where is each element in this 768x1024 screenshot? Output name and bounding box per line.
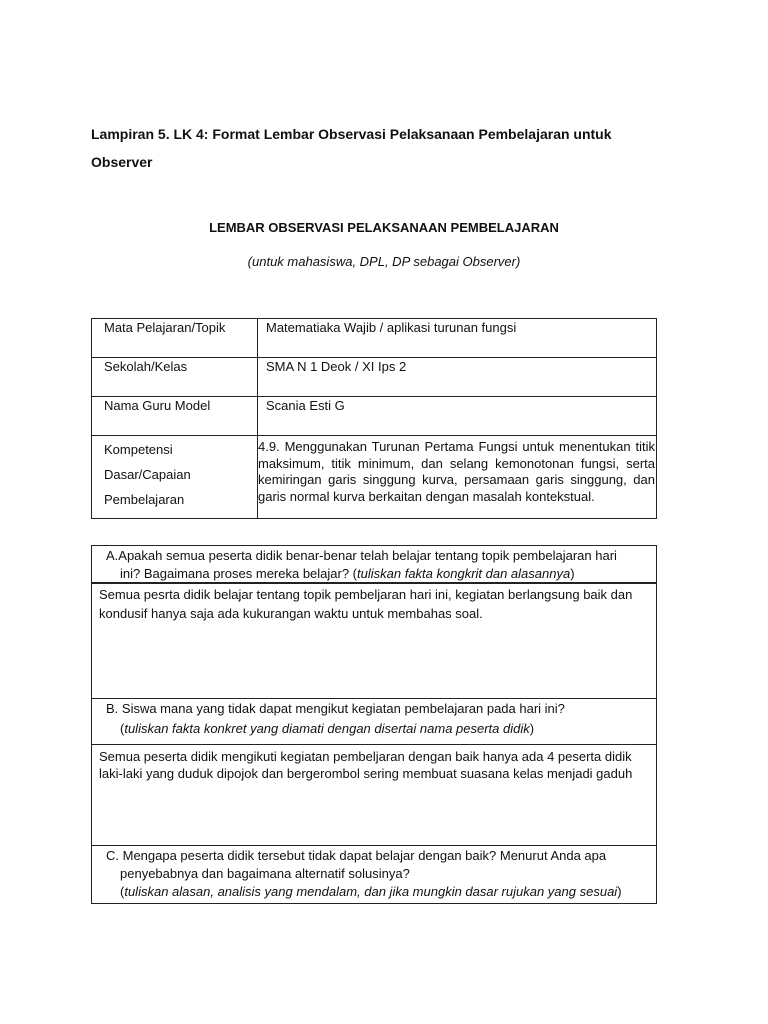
- section-c-q-line2: penyebabnya dan bagaimana alternatif solusinya?: [120, 866, 410, 881]
- guru-value: Scania Esti G: [258, 397, 657, 436]
- heading-line-2: Observer: [91, 154, 153, 170]
- section-a-q-line2: [106, 565, 656, 583]
- kd-label-1: Kompetensi: [104, 442, 173, 457]
- section-c-q-line1: C. Mengapa peserta didik tersebut tidak dapat belajar dengan baik? Menurut Anda apa: [106, 848, 607, 863]
- table-row: [92, 319, 657, 358]
- section-b-q-italic: tuliskan fakta konkret yang diamati dengan disertai nama peserta didik: [124, 721, 530, 736]
- form-title: LEMBAR OBSERVASI PELAKSANAAN PEMBELAJARAN: [209, 220, 559, 235]
- section-a-answer: Semua pesrta didik belajar tentang topik pembeljaran hari ini, kegiatan berlangsung baik dan kondusif hanya saja ada kukurangan waktu untuk membahas soal.: [99, 587, 633, 621]
- table-row: [92, 397, 657, 436]
- section-c-q-line3: [106, 883, 656, 901]
- section-b-q-open: (: [120, 721, 125, 736]
- section-b-q-line1: B. Siswa mana yang tidak dapat mengikut kegiatan pembelajaran pada hari ini?: [106, 701, 565, 716]
- section-b-q-line2: [106, 719, 656, 739]
- document-heading: [91, 120, 691, 176]
- kd-label-2: Dasar/Capaian: [104, 467, 191, 482]
- kd-value-cell: [258, 436, 657, 519]
- section-b-answer-box: [91, 744, 657, 846]
- section-c-question: [91, 845, 657, 904]
- mapel-value: Matematiaka Wajib / aplikasi turunan fungsi: [258, 319, 657, 358]
- sekolah-value: SMA N 1 Deok / XI Ips 2: [258, 358, 657, 397]
- section-a-q-italic: tuliskan fakta kongkrit dan alasannya: [357, 566, 571, 581]
- mapel-label: Mata Pelajaran/Topik: [92, 319, 258, 358]
- table-row: [92, 436, 657, 519]
- table-row: [92, 358, 657, 397]
- info-table: [91, 318, 657, 519]
- heading-line-1: Lampiran 5. LK 4: Format Lembar Observasi Pelaksanaan Pembelajaran untuk: [91, 126, 612, 142]
- kd-value: 4.9. Menggunakan Turunan Pertama Fungsi untuk menentukan titik maksimum, titik minimum, dan selang kemonotonan fungsi, serta kemiringan garis singgung kurva, persamaan garis singgung, dan garis normal kurva berkaitan dengan masalah kontekstual.: [258, 439, 655, 504]
- form-subtitle: (untuk mahasiswa, DPL, DP sebagai Observer): [247, 254, 521, 269]
- sekolah-label: Sekolah/Kelas: [92, 358, 258, 397]
- section-a-q-line1: A.Apakah semua peserta didik benar-benar telah belajar tentang topik pembelajaran hari: [106, 548, 617, 563]
- section-b-question: [91, 698, 657, 745]
- section-a-question: [91, 545, 657, 583]
- section-b-answer: Semua peserta didik mengikuti kegiatan pembeljaran dengan baik hanya ada 4 peserta didik laki-laki yang duduk dipojok dan bergerombol sering membuat suasana kelas menjadi gaduh: [99, 749, 633, 781]
- section-c-q-italic: tuliskan alasan, analisis yang mendalam, dan jika mungkin dasar rujukan yang sesuai: [124, 884, 618, 899]
- section-b-q-close: ): [529, 721, 535, 736]
- section-a-q-close: ): [570, 566, 575, 581]
- section-a-answer-box: [91, 582, 657, 699]
- section-c-q-open: (: [120, 884, 125, 899]
- guru-label: Nama Guru Model: [92, 397, 258, 436]
- kd-label: [92, 436, 258, 519]
- section-a-q-text: ini? Bagaimana proses mereka belajar? (: [120, 566, 358, 581]
- kd-label-3: Pembelajaran: [104, 492, 185, 507]
- section-c-q-close: ): [617, 884, 622, 899]
